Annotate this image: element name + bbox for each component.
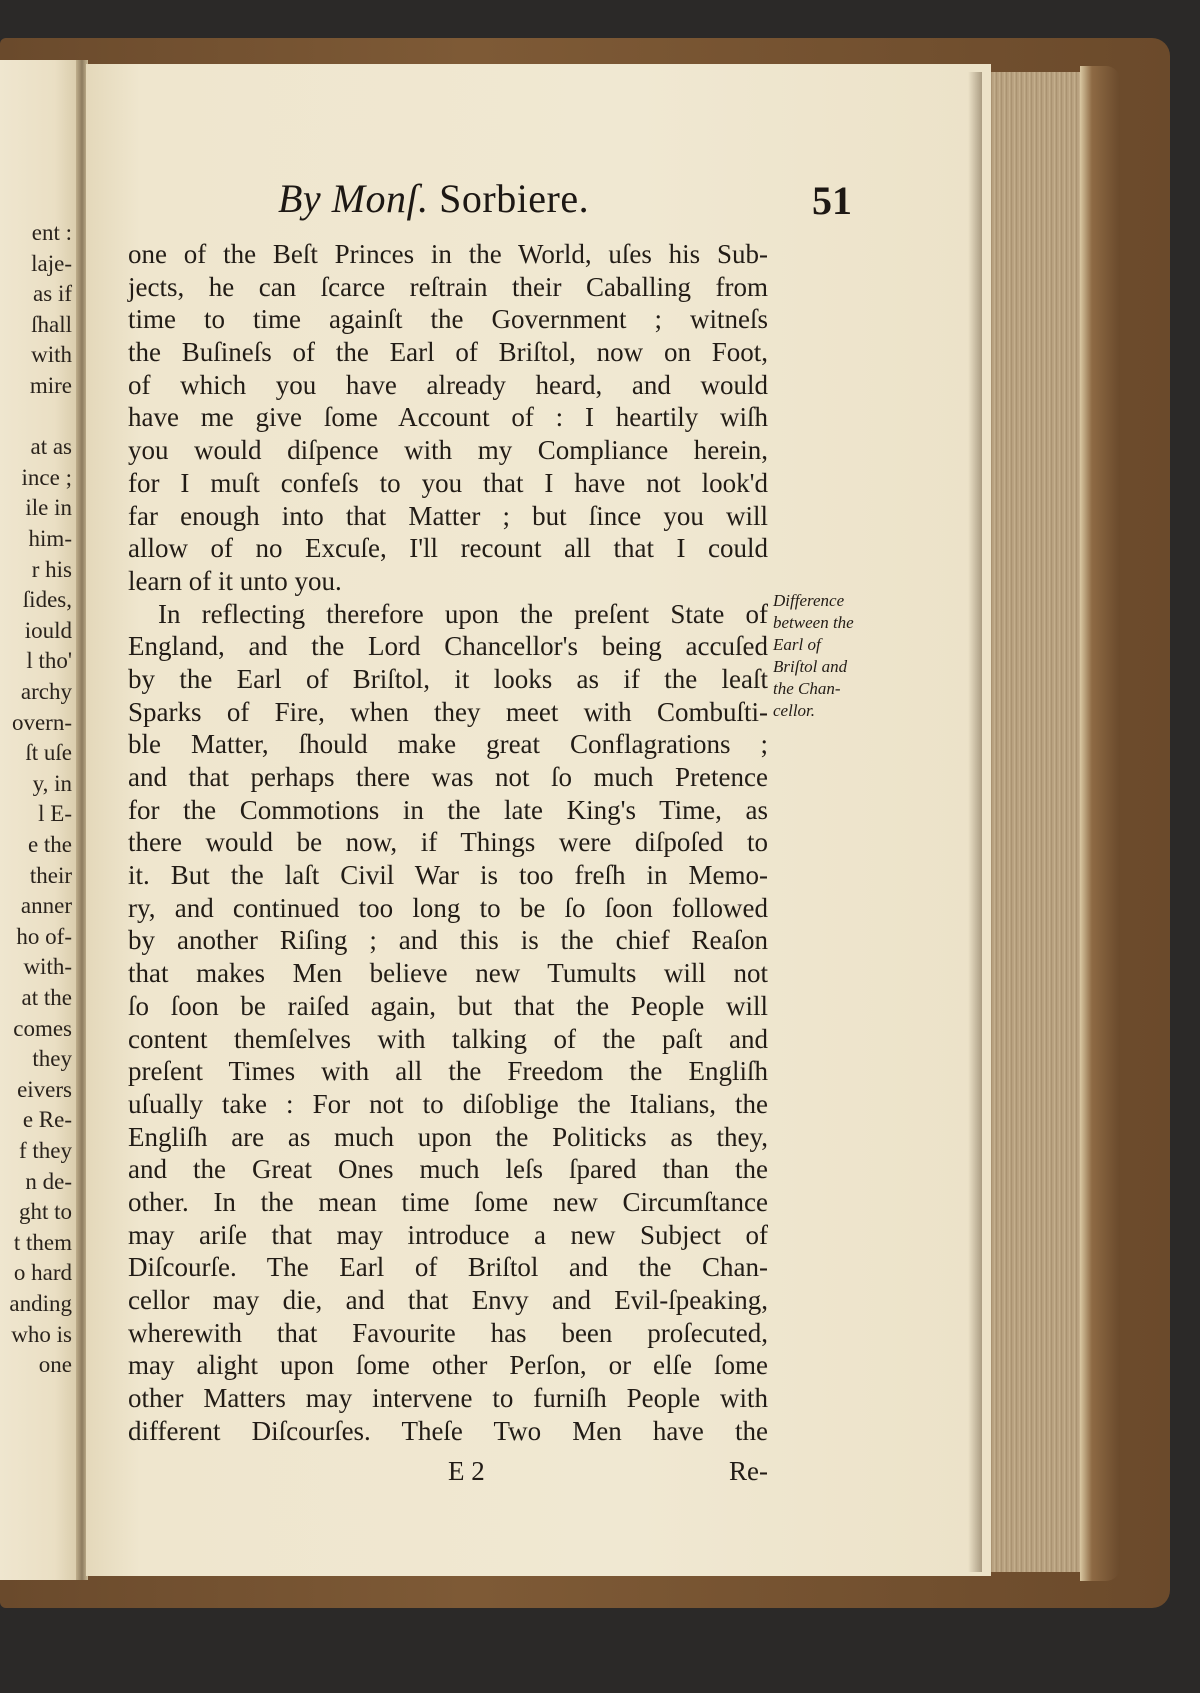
facing-page-fragment: l E- — [38, 801, 72, 827]
catchword: Re- — [729, 1456, 768, 1486]
text-line: may alight upon ſome other Perſon, or elſe ſome — [128, 1350, 768, 1381]
running-head — [0, 175, 1200, 225]
facing-page-fragment: at as — [30, 434, 72, 460]
facing-page-fragment: ſhall — [31, 311, 72, 337]
text-line: ble Matter, ſhould make great Conflagrations ; — [128, 729, 768, 760]
text-line: different Diſcourſes. Theſe Two Men have the — [128, 1415, 768, 1446]
text-line: Sparks of Fire, when they meet with Combuſti- — [128, 696, 768, 727]
facing-page-fragment: laje- — [31, 250, 72, 276]
facing-page-fragment: o hard — [13, 1260, 72, 1286]
running-title-name: Sorbiere. — [439, 176, 590, 221]
body-text — [128, 238, 768, 1447]
text-line: uſually take : For not to diſoblige the Italians, the — [128, 1088, 768, 1119]
text-line: by the Earl of Briſtol, it looks as if the leaſt — [128, 663, 768, 694]
facing-page-fragment: l tho' — [26, 648, 72, 674]
text-line: one of the Beſt Princes in the World, uſes his Sub- — [128, 239, 768, 269]
text-line: In reflecting therefore upon the preſent State of — [158, 598, 768, 629]
text-line: may ariſe that may introduce a new Subject of — [128, 1219, 768, 1250]
text-line: preſent Times with all the Freedom the Engliſh — [128, 1056, 768, 1087]
marginal-note-line: Earl of — [773, 635, 821, 654]
facing-page-fragment: comes — [13, 1015, 72, 1041]
text-line: other. In the mean time ſome new Circumſtance — [128, 1186, 768, 1217]
text-line: allow of no Excuſe, I'll recount all that I could — [128, 533, 768, 564]
facing-page-fragment: eivers — [17, 1076, 72, 1102]
facing-page-fragment: r his — [31, 556, 72, 582]
facing-page-fragment: t them — [13, 1229, 72, 1255]
text-line: Engliſh are as much upon the Politicks as they, — [128, 1121, 768, 1152]
text-line: for the Commotions in the late King's Time, as — [128, 794, 768, 825]
text-line: wherewith that Favourite has been proſecuted, — [128, 1317, 768, 1348]
text-line: jects, he can ſcarce reſtrain their Caballing from — [128, 271, 768, 302]
facing-page-fragment: anding — [9, 1291, 72, 1316]
facing-page-fragment: one — [38, 1352, 72, 1378]
text-line: that makes Men believe new Tumults will not — [128, 958, 768, 989]
text-line: time to time againſt the Government ; witneſs — [128, 304, 768, 335]
facing-page-fragment: ent : — [31, 220, 72, 245]
facing-page-fragment: him- — [28, 526, 72, 551]
facing-page-left — [0, 60, 78, 1580]
text-line: and that perhaps there was not ſo much Pretence — [128, 762, 768, 792]
facing-page-fragment: ſt uſe — [25, 740, 72, 766]
facing-page-fragment: ght to — [18, 1199, 72, 1225]
page-edge-shadow — [968, 72, 982, 1572]
text-line: learn of it unto you. — [128, 565, 342, 596]
facing-page-fragment: at the — [21, 985, 72, 1010]
text-line: of which you have already heard, and would — [128, 369, 768, 400]
text-line: other Matters may intervene to furniſh People with — [128, 1383, 768, 1414]
page-number: 51 — [812, 178, 852, 223]
text-line: ry, and continued too long to be ſo ſoon followed — [128, 892, 768, 923]
facing-page-fragment: archy — [20, 679, 72, 704]
running-title-italic: Monſ. — [331, 176, 429, 221]
facing-page-fragment: ho of- — [16, 923, 72, 949]
text-line: Diſcourſe. The Earl of Briſtol and the Chan- — [128, 1252, 768, 1283]
facing-page-fragment: f they — [18, 1138, 72, 1163]
facing-page-fragment: e Re- — [22, 1107, 72, 1133]
facing-page-fragment: who is — [11, 1321, 72, 1347]
back-board — [1080, 66, 1120, 1581]
facing-page-fragment: they — [32, 1046, 72, 1072]
text-line: content themſelves with talking of the paſt and — [128, 1023, 768, 1054]
marginal-note-line: the Chan- — [773, 679, 841, 698]
facing-page-fragment: e the — [27, 832, 72, 857]
running-title — [278, 175, 589, 222]
text-line: for I muſt confeſs to you that I have not look'd — [128, 467, 768, 498]
text-line: it. But the laſt Civil War is too freſh in Memo- — [128, 860, 768, 891]
running-title-prefix: By — [278, 176, 322, 221]
facing-page-fragment: ile in — [25, 495, 72, 521]
marginal-note-line: cellor. — [773, 701, 816, 720]
facing-page-fragment: with- — [23, 954, 72, 980]
facing-page-fragment: n de- — [25, 1168, 72, 1194]
text-line: have me give ſome Account of : I heartily wiſh — [128, 402, 768, 433]
facing-page-fragment: their — [29, 862, 72, 888]
facing-page-fragment: ince ; — [21, 464, 72, 490]
facing-page-fragment: mire — [29, 373, 72, 398]
text-line: you would diſpence with my Compliance herein, — [128, 435, 768, 466]
facing-page-fragment: overn- — [11, 709, 72, 735]
text-line: far enough into that Matter ; but ſince you will — [128, 500, 768, 531]
page-edges — [978, 72, 1080, 1572]
facing-page-fragment: as if — [33, 281, 72, 307]
facing-page-fragment: iould — [24, 617, 72, 643]
footer-line — [128, 1456, 768, 1490]
text-line: England, and the Lord Chancellor's being accuſed — [128, 631, 768, 662]
text-line: and the Great Ones much leſs ſpared than the — [128, 1154, 768, 1185]
facing-page-fragment: y, in — [32, 770, 72, 796]
text-line: the Buſineſs of the Earl of Briſtol, now on Foot, — [128, 337, 768, 368]
marginal-note-line: between the — [773, 613, 854, 632]
text-line: ſo ſoon be raiſed again, but that the People will — [128, 990, 768, 1021]
facing-page-fragment: anner — [20, 893, 72, 919]
marginal-note-line: Difference — [773, 591, 845, 610]
marginal-note — [773, 590, 883, 722]
text-line: cellor may die, and that Envy and Evil-ſpeaking, — [128, 1285, 768, 1315]
facing-page-fragment: with — [31, 342, 72, 368]
signature-mark: E 2 — [448, 1456, 485, 1486]
facing-page-fragment: ſides, — [22, 587, 72, 613]
text-line: by another Riſing ; and this is the chief Reaſon — [128, 925, 768, 956]
text-line: there would be now, if Things were diſpoſed to — [128, 827, 768, 858]
marginal-note-line: Briſtol and — [773, 657, 848, 676]
